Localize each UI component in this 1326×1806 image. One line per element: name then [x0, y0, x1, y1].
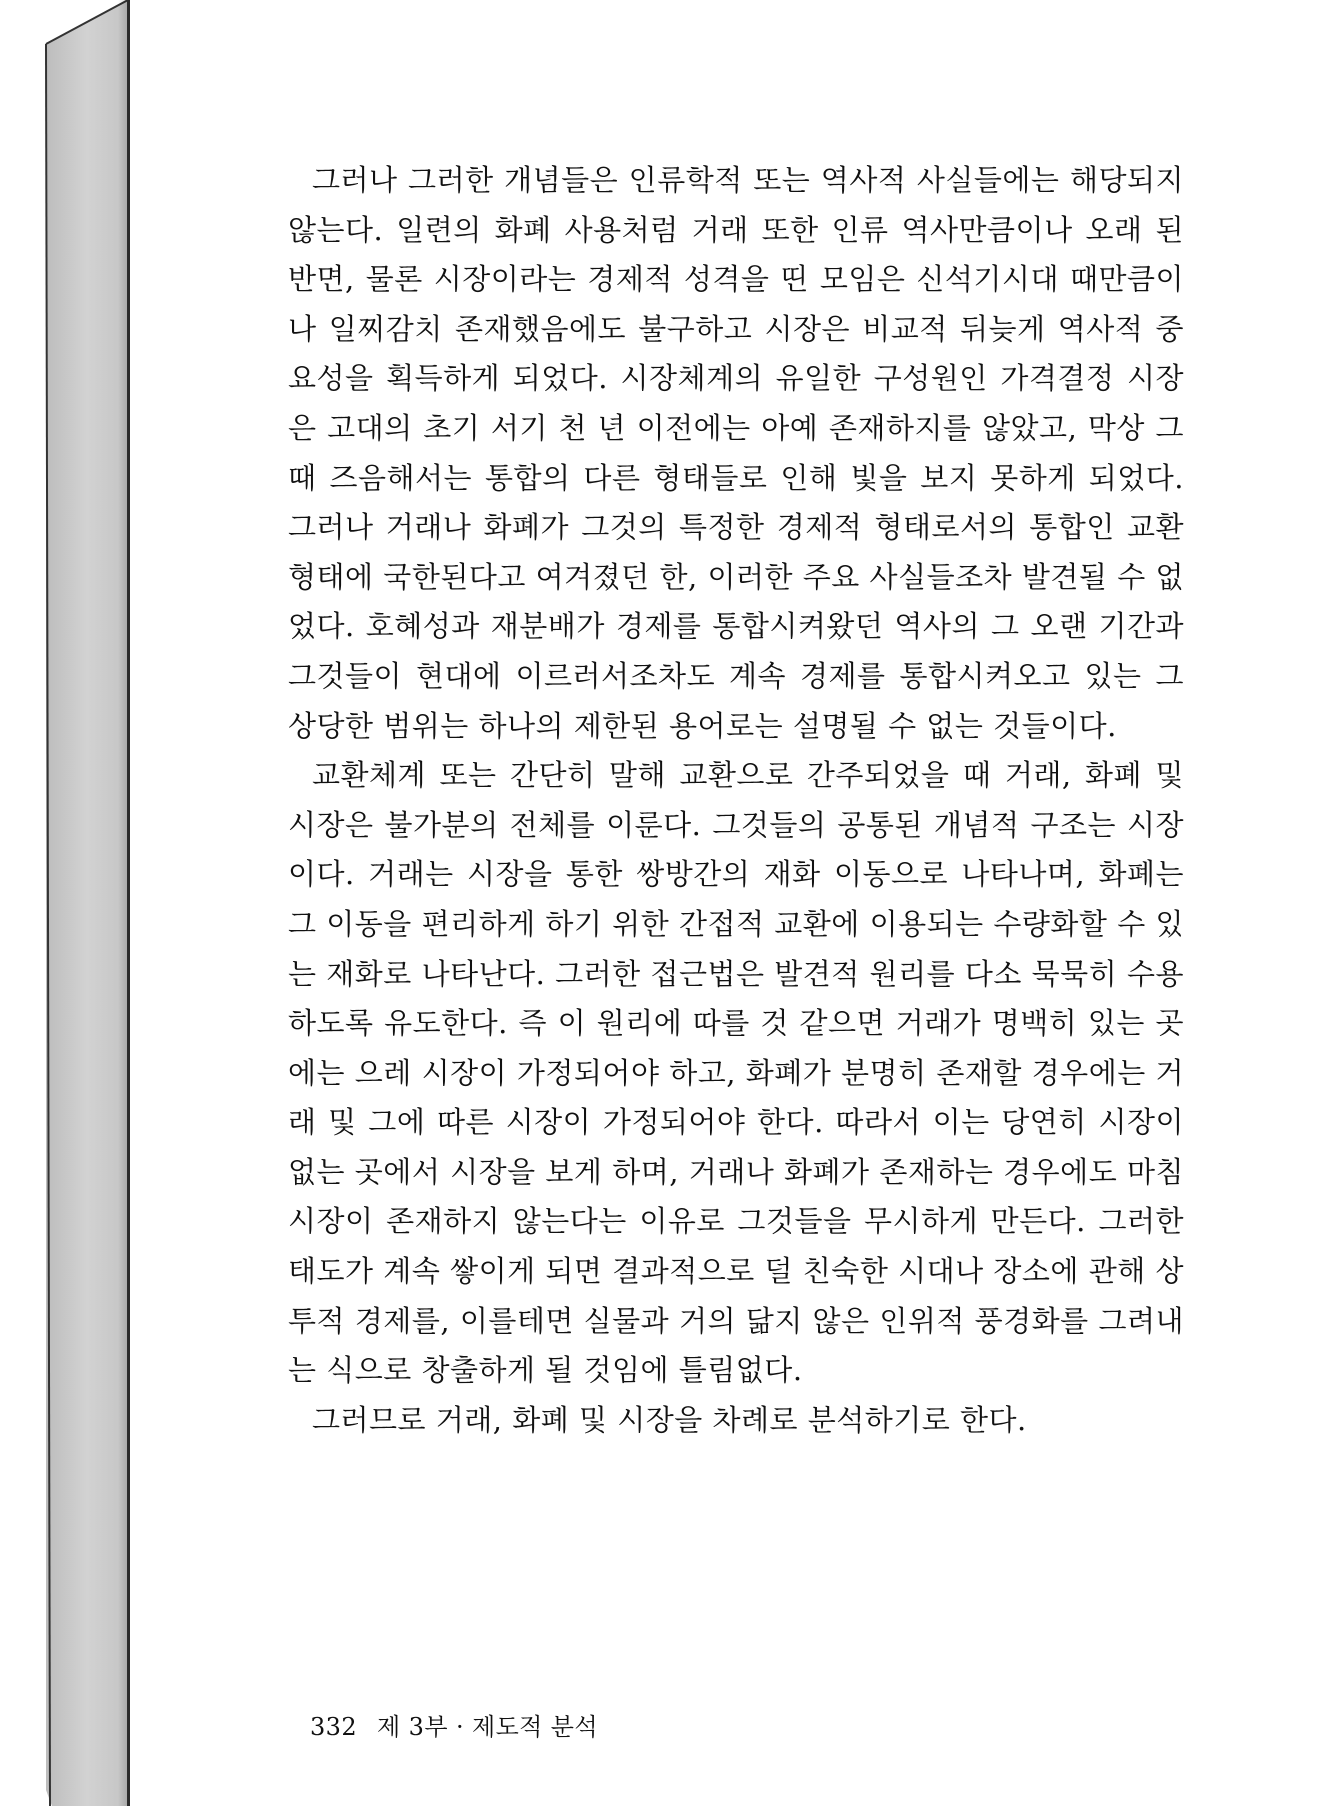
- page-footer: [310, 1707, 598, 1742]
- paragraph-1: 그러나 그러한 개념들은 인류학적 또는 역사적 사실들에는 해당되지 않는다. 일련의 화폐 사용처럼 거래 또한 인류 역사만큼이나 오래 된 반면, 물론 시장이라는 경제적 성격을 띤 모임은 신석기시대 때만큼이나 일찌감치 존재했음에도 불구하고 시장은 비교적 뒤늦게 역사적 중요성을 획득하게 되었다. 시장체계의 유일한 구성원인 가격결정 시장은 고대의 초기 서기 천 년 이전에는 아예 존재하지를 않았고, 막상 그때 즈음해서는 통합의 다른 형태들로 인해 빛을 보지 못하게 되었다. 그러나 거래나 화폐가 그것의 특정한 경제적 형태로서의 통합인 교환형태에 국한된다고 여겨졌던 한, 이러한 주요 사실들조차 발견될 수 없었다. 호혜성과 재분배가 경제를 통합시켜왔던 역사의 그 오랜 기간과 그것들이 현대에 이르러서조차도 계속 경제를 통합시켜오고 있는 그 상당한 범위는 하나의 제한된 용어로는 설명될 수 없는 것들이다.: [288, 163, 1184, 743]
- page-number: 332: [310, 1713, 358, 1741]
- paragraph-2: 교환체계 또는 간단히 말해 교환으로 간주되었을 때 거래, 화폐 및 시장은 불가분의 전체를 이룬다. 그것들의 공통된 개념적 구조는 시장이다. 거래는 시장을 통한 쌍방간의 재화 이동으로 나타나며, 화폐는 그 이동을 편리하게 하기 위한 간접적 교환에 이용되는 수량화할 수 있는 재화로 나타난다. 그러한 접근법은 발견적 원리를 다소 묵묵히 수용하도록 유도한다. 즉 이 원리에 따를 것 같으면 거래가 명백히 있는 곳에는 으레 시장이 가정되어야 하고, 화폐가 분명히 존재할 경우에는 거래 및 그에 따른 시장이 가정되어야 한다. 따라서 이는 당연히 시장이 없는 곳에서 시장을 보게 하며, 거래나 화폐가 존재하는 경우에도 마침 시장이 존재하지 않는다는 이유로 그것들을 무시하게 만든다. 그러한 태도가 계속 쌓이게 되면 결과적으로 덜 친숙한 시대나 장소에 관해 상투적 경제를, 이를테면 실물과 거의 닮지 않은 인위적 풍경화를 그려내는 식으로 창출하게 될 것임에 틀림없다.: [288, 758, 1184, 1388]
- section-title: 제 3부 · 제도적 분석: [377, 1713, 598, 1741]
- paragraph-3: 그러므로 거래, 화폐 및 시장을 차례로 분석하기로 한다.: [312, 1402, 1027, 1437]
- body-text: [288, 156, 1184, 1445]
